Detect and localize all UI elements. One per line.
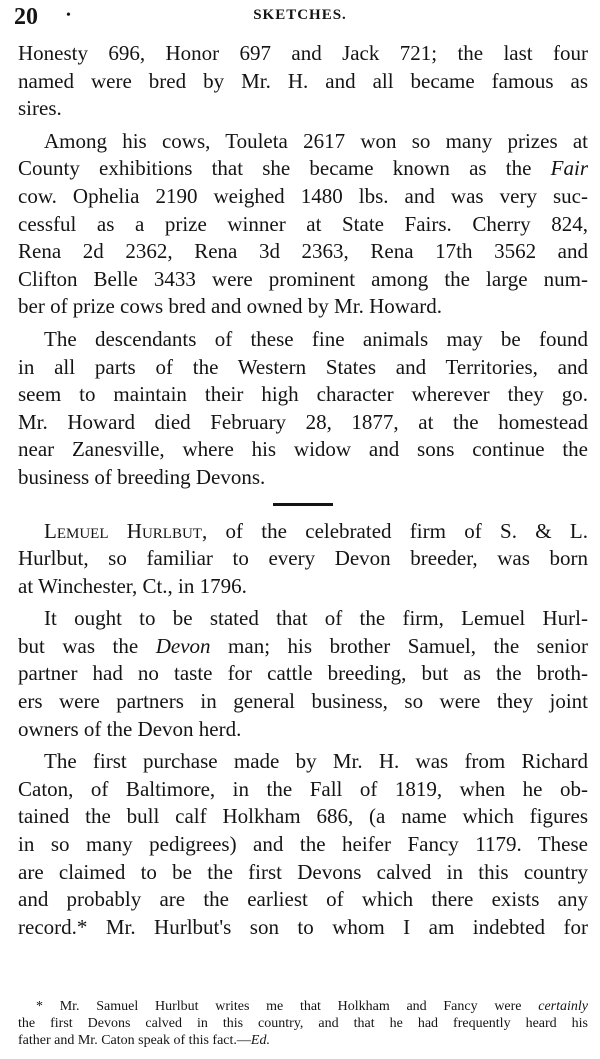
text-line: at Winchester, Ct., in 1796. bbox=[18, 573, 247, 598]
page-number: 20 bbox=[14, 4, 38, 30]
paragraph-3 bbox=[18, 326, 588, 492]
text-line: near Zanesville, where his widow and sons continue the bbox=[18, 437, 588, 462]
text-line: Hurlbut, so familiar to every Devon breeder, was born bbox=[18, 546, 588, 571]
text-line: The descendants of these fine animals may be found bbox=[44, 326, 588, 351]
text-line: in so many pedigrees) and the heifer Fancy 1179. These bbox=[18, 832, 588, 857]
text-span: but was the bbox=[18, 633, 156, 658]
text-line: cessful as a prize winner at State Fairs. Cherry 824, bbox=[18, 211, 588, 236]
text-line: are claimed to be the first Devons calved in this country bbox=[18, 859, 588, 884]
person-name: Lemuel Hurlbut bbox=[44, 518, 202, 543]
text-line: The first purchase made by Mr. H. was from Richard bbox=[44, 749, 588, 774]
text-line: owners of the Devon herd. bbox=[18, 716, 242, 741]
text-line: Caton, of Baltimore, in the Fall of 1819, when he ob- bbox=[18, 776, 588, 801]
text-line: named were bred by Mr. H. and all became famous as bbox=[18, 68, 588, 93]
text-line bbox=[18, 633, 588, 661]
page-header bbox=[12, 4, 588, 30]
section-divider bbox=[273, 503, 333, 506]
text-line: sires. bbox=[18, 96, 62, 121]
text-line: Mr. Howard died February 28, 1877, at the homestead bbox=[18, 409, 588, 434]
body-text bbox=[18, 40, 588, 941]
text-line: cow. Ophelia 2190 weighed 1480 lbs. and was very suc- bbox=[18, 183, 588, 208]
text-span: man; his brother Samuel, the senior bbox=[210, 633, 588, 658]
footnote-line: the first Devons calved in this country, and that he had frequently heard his bbox=[18, 1016, 588, 1031]
header-ornament: • bbox=[66, 8, 71, 23]
text-line: and probably are the earliest of which there exists any bbox=[18, 887, 588, 912]
text-line: business of breeding Devons. bbox=[18, 464, 266, 489]
text-line: seem to maintain their high character wherever they go. bbox=[18, 382, 588, 407]
text-line: tained the bull calf Holkham 686, (a name which figures bbox=[18, 804, 588, 829]
text-line: in all parts of the Western States and Territories, and bbox=[18, 354, 588, 379]
text-span: , of the celebrated firm of S. & L. bbox=[201, 518, 588, 543]
text-line: record.* Mr. Hurlbut's son to whom I am indebted for bbox=[18, 914, 588, 939]
text-line: ers were partners in general business, so were they joint bbox=[18, 689, 588, 714]
footnote-line bbox=[18, 998, 588, 1015]
text-line: Among his cows, Touleta 2617 won so many prizes at bbox=[44, 128, 588, 153]
paragraph-5 bbox=[18, 605, 588, 743]
text-span: * Mr. Samuel Hurlbut writes me that Holkham and Fancy were bbox=[36, 999, 539, 1014]
text-line: It ought to be stated that of the firm, Lemuel Hurl- bbox=[44, 606, 588, 631]
footnote bbox=[18, 998, 588, 1049]
text-line: Honesty 696, Honor 697 and Jack 721; the last four bbox=[18, 41, 588, 65]
italic-word: Fair bbox=[550, 156, 588, 181]
italic-word: Ed. bbox=[250, 1033, 270, 1048]
text-line: Rena 2d 2362, Rena 3d 2363, Rena 17th 3562 and bbox=[18, 239, 588, 264]
paragraph-6 bbox=[18, 748, 588, 941]
text-line: ber of prize cows bred and owned by Mr. Howard. bbox=[18, 294, 442, 319]
text-span: father and Mr. Caton speak of this fact.— bbox=[18, 1033, 251, 1048]
running-head: SKETCHES. bbox=[253, 7, 347, 23]
paragraph-4 bbox=[18, 518, 588, 601]
text-line bbox=[18, 155, 588, 183]
text-span: County exhibitions that she became known as the bbox=[18, 156, 551, 181]
italic-word: certainly bbox=[538, 999, 588, 1014]
text-line: Clifton Belle 3433 were prominent among the large num- bbox=[18, 266, 588, 291]
text-line: partner had no taste for cattle breeding, but as the broth- bbox=[18, 661, 588, 686]
paragraph-2 bbox=[18, 128, 588, 321]
paragraph-1 bbox=[18, 40, 588, 123]
text-line bbox=[18, 518, 588, 546]
footnote-line bbox=[18, 1032, 588, 1049]
italic-word: Devon bbox=[155, 633, 211, 658]
